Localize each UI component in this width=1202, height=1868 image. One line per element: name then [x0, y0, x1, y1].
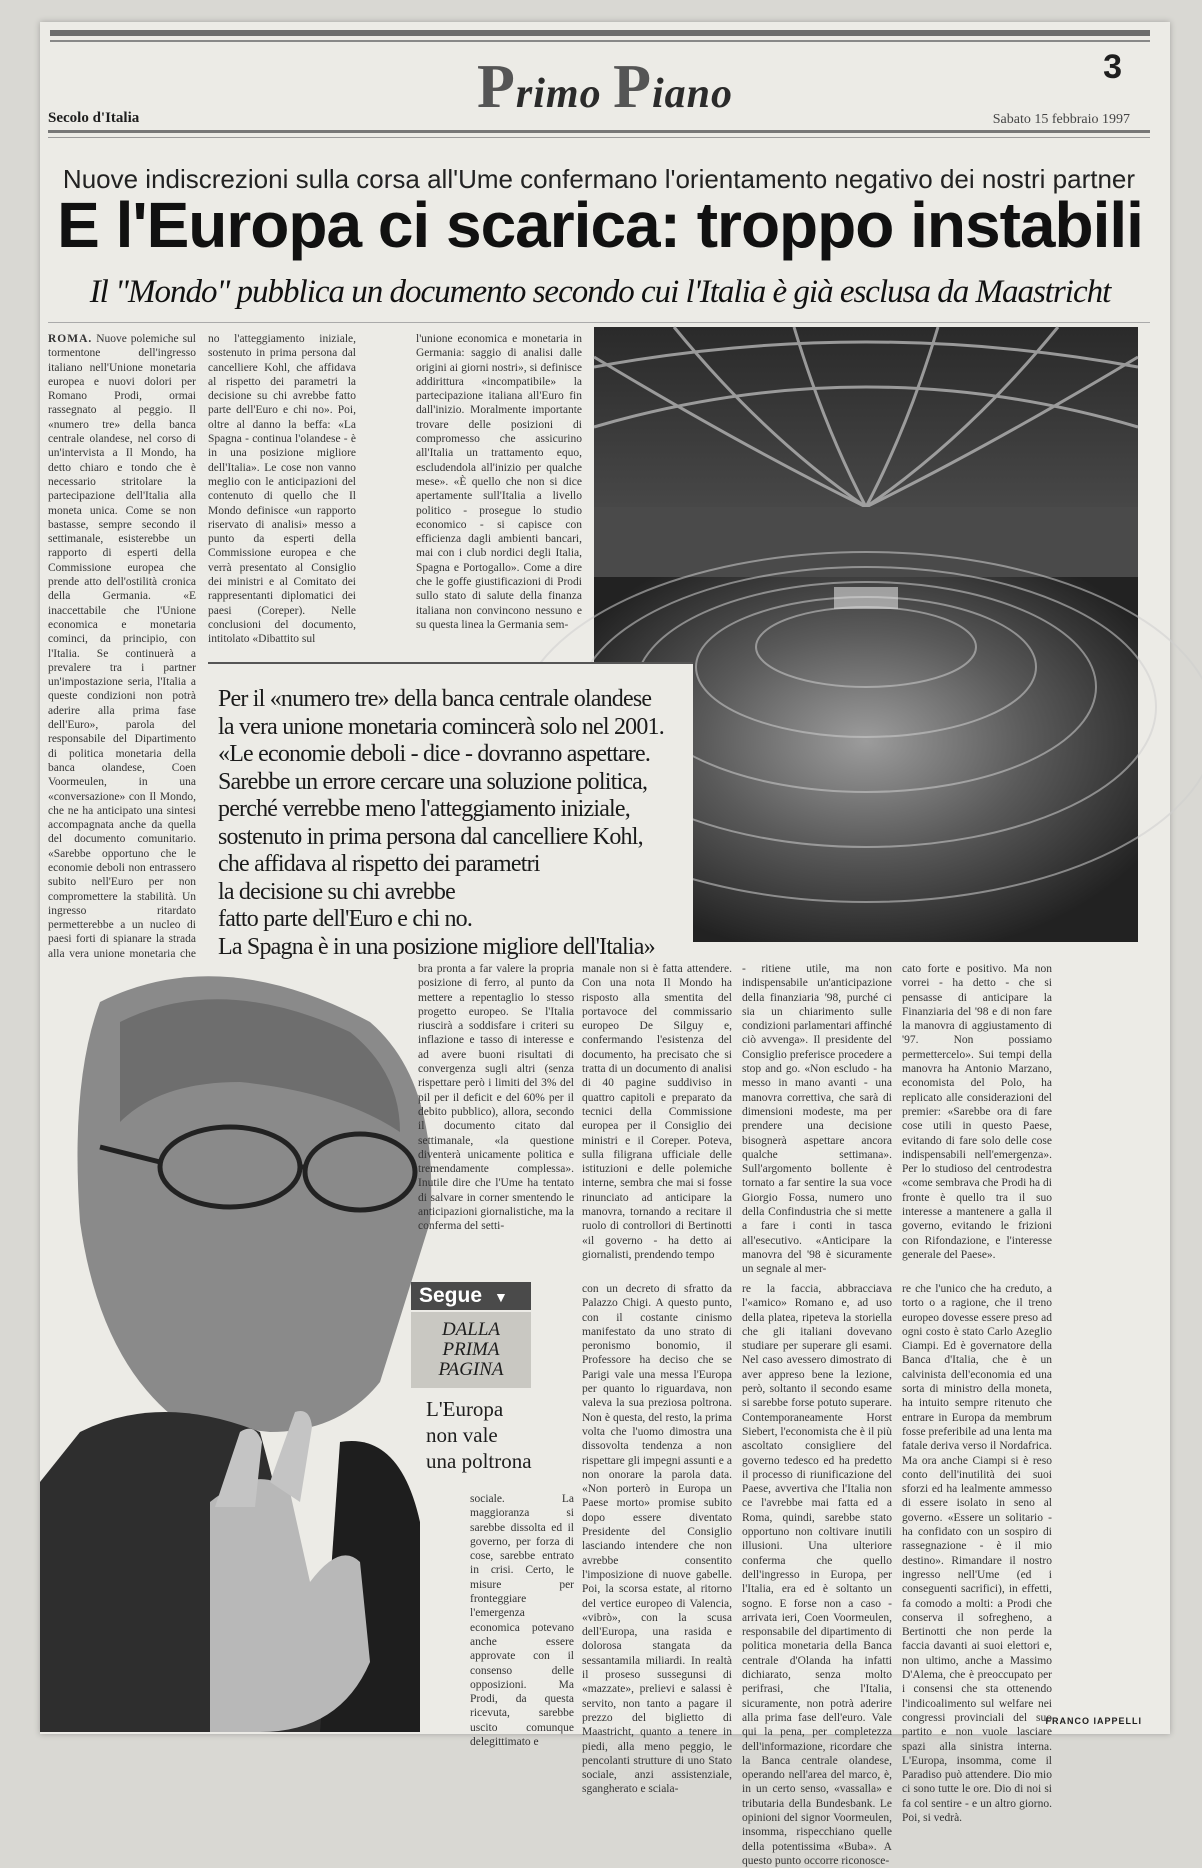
author-signature: FRANCO IAPPELLI [1045, 1716, 1142, 1726]
article-column-7-mid: cato forte e positivo. Ma non vorrei - ha detto - che si pensasse di anticipare la Finanziaria del '98 e di non fare la manovra di aggiustamento di '97. Non possiamo permettercelo». Sui tempi della manovra ha Antonio Marzano, economista del Polo, ha replicato alle considerazioni del premier: «Sarebbe ora di fare cose utili in questo Paese, evitando di fare solo delle cose indispensabili nell'emergenza». Per lo studioso del centrodestra «come sembrava che Prodi ha di fronte è quello tra il suo interesse a mantenere a galla il governo, evitando le frizioni con Rifondazione, e l'interesse generale del Paese». [902, 963, 1052, 1261]
paper-name: Secolo d'Italia [48, 110, 140, 126]
issue-date: Sabato 15 febbraio 1997 [992, 112, 1130, 127]
article-subhead: Il "Mondo" pubblica un documento secondo cui l'Italia è già esclusa da Maastricht [89, 274, 1111, 310]
article-dateline: ROMA. [48, 333, 93, 345]
page-number: 3 [1103, 48, 1122, 86]
top-rule [50, 30, 1150, 36]
second-article-column-3: re la faccia, abbracciava l'«amico» Romano e, ad uso della platea, ripeteva la storiella che gli italiani dovevano studiare per superare gli esami. Nel caso avessero dimostrato di aver appreso bene la lezione, però, soltanto il secondo esame si sarebbe forse potuto superare. Contemporaneamente Horst Siebert, l'economista che è il più ascoltato consigliere del governo tedesco ed ha predetto il processo di riunificazione del Paese, avvertiva che l'Italia non ce l'avrebbe mai fatta ed a Roma, quindi, sarebbe stato opportuno non coltivare inutili illusioni. Una ulteriore conferma che quello dell'ingresso in Europa, per l'Italia, era ed è soltanto un sogno. E forse non a caso - arrivata ieri, Coen Voormeulen, responsabile del dipartimento di politica monetaria della Banca centrale d'Olanda ha infatti dichiarato, senza molto perifrasi, che l'Italia, sicuramente, non potrà aderire alla prima fase dell'euro. Vale qui la pena, per completezza dell'informazione, ricordare che la Banca centrale olandese, operando nell'area del marco, è, in un certo senso, «vassalla» e tributaria della Bundesbank. Le opinioni del signor Voormeulen, insomma, rispecchiano quelle della potentissima «Buba». A questo punto occorre riconosce- [742, 1283, 892, 1867]
pull-quote-line: Sarebbe un errore cercare una soluzione politica, [218, 768, 648, 795]
pull-quote-line: La Spagna è in una posizione migliore dell'Italia» [218, 933, 655, 960]
second-article-column-2: con un decreto di sfratto da Palazzo Chigi. A questo punto, con il costante cinismo manifestato da uno strato di peronismo bonomio, il Professore ha deciso che se Parigi vale una messa l'Europa per quanto lo riguardava, non valeva la sua preziosa poltrona. Non è questa, del resto, la prima volta che l'uomo dimostra una dissovolta tendenza a non rispettare gli impegni assunti e a non onorare la parola data. «Non porterò in Europa un Paese morto» promise subito dopo essere diventato Presidente del Consiglio lasciando intendere che non avrebbe consentito l'imposizione di nuove gabelle. Poi, la scorsa estate, al ritorno del vertice europeo di Valencia, «vibrò», con la scusa dell'Europa, una rasida e dolorosa stangata da sessantamila miliardi. In realtà il proseso sussegunsi di «mazzate», prelievi e salassi è servito, non tanto a pagare il prezzo del biglietto di Maastricht, quanto a tenere in piedi, alla meno peggio, le pencolanti strutture di uno Stato sociale, anzi assistenziale, sgangherato e sciala- [582, 1283, 732, 1796]
pull-quote-line: Per il «numero tre» della banca centrale olandese [218, 686, 652, 712]
subhead-rule [48, 322, 1150, 323]
article-column-4-mid: bra pronta a far valere la propria posizione di ferro, al punto da mettere a repentaglio lo stesso progetto europeo. Se l'Italia riuscirà a soddisfare i criteri su inflazione e tasso di interesse e ad avere buoni risultati di convergenza sugli altri (senza rispettare però i limiti del 3% del pil per il deficit e del 60% per il debito pubblico), allora, secondo il documento citato dal settimanale, «la questione diventerà unicamente politica e tremendamente complessa». Inutile dire che l'Ume ha tentato di salvare in corner smentendo le anticipazioni giornalistiche, ma la conferma del setti- [418, 963, 574, 1233]
pull-quote [208, 662, 693, 960]
article-column-2: no l'atteggiamento iniziale, sostenuto in prima persona dal cancelliere Kohl, che affidava al rispetto dei parametri la decisione su chi avrebbe fatto parte dell'Euro e chi no». Poi, oltre al danno la beffa: «La Spagna - continua l'olandese - è in una posizione migliore dell'Italia». Le cose non vanno meglio con le anticipazioni del contenuto di quello che Il Mondo definisce «un rapporto riservato di analisi» messo a punto da esperti della Commissione europea e che verrà presentato al Consiglio dei ministri e al Comitato dei rappresentanti diplomatici dei paesi (Coreper). Nelle conclusioni del documento, intitolato «Dibattito sul [208, 333, 356, 646]
newspaper-page [40, 22, 1170, 1867]
second-article-column-1: sociale. La maggioranza si sarebbe dissolta ed il governo, per forza di cose, sarebbe entrato in crisi. Certo, le misure per fronteggiare l'emergenza economica potevano anche essere approvate con il consenso delle opposizioni. Ma Prodi, da questa ricevuta, sarebbe uscito comunque delegittimato e [470, 1493, 574, 1749]
pull-quote-line: perché verrebbe meno l'atteggiamento iniziale, [218, 796, 630, 822]
dalla-prima-pagina-box: DALLA PRIMA PAGINA [411, 1312, 531, 1388]
article-column-6-mid: - ritiene utile, ma non indispensabile un'anticipazione della finanziaria '98, purché ci sia un chiarimento sulle condizioni parlamentari affinché ciò avvenga». Il presidente del Consiglio preferisce procedere a stop and go. «Non escludo - ha messo in mano avanti - una manovra correttiva, che sarà di dimensioni modeste, ma per prendere una decisione bisognerà aspettare ancora qualche settimana». Sull'argomento bollente è tornato a far sentire la sua voce Giorgio Fossa, numero uno della Confindustria che si mette a fare i conti in tasca all'esecutivo. «Anticipare la manovra del '98 è sicuramente un segnale al mer- [742, 963, 892, 1276]
article-column-1 [48, 332, 196, 972]
second-article-column-4: re che l'unico che ha creduto, a torto o a ragione, che il treno europeo dovesse essere preso ad ogni costo è stato Carlo Azeglio Ciampi. Ed è governatore della Banca d'Italia, che è un calvinista dell'economia ed una sorta di ministro della moneta, ha intuito sempre ritenuto che entrare in Europa da membrum fosse preferibile ad una lenta ma fatale deriva verso il Nordafrica. Ma ora anche Ciampi si è reso conto dell'inutilità dei suoi sforzi ed ha lealmente ammesso di essere isolato in seno al governo. «Essere un solitario - ha confidato con un sospiro di rassegnazione - è il mio destino». Rimandare il nostro ingresso nell'Ume (ed i conseguenti sacrifici), in effetti, fa comodo a molti: a Prodi che conserva il sofregheno, a Bertinotti che non perde la faccia davanti ai suoi elettori e, non ultimo, anche a Massimo D'Alema, che è preoccupato per i consensi che sta ottenendo l'indicoalimento sul welfare nei congressi provinciali del suo partito e non vuole lasciare spazi alla sinistra interna. L'Europa, insomma, come il Paradiso può attendere. Dio mio ci sono tutte le ore. Dio di noi si fa col sentire - e un altro giorno. Poi, si vedrà. [902, 1283, 1052, 1824]
top-rule-thin [50, 40, 1150, 42]
triangle-down-icon: ▼ [494, 1289, 508, 1305]
section-rule-thin [48, 137, 1150, 138]
article-column-3: l'unione economica e monetaria in Germania: saggio di analisi dalle origini ai giorni nostri», si definisce addirittura «incompatibile» la partecipazione italiana all'Euro fin dall'inizio. Moralmente importante trovare delle posizioni di compromesso che assicurino all'Italia un trattamento equo, escludendola all'inizio per qualche mese». «È quello che non si dice apertamente sull'Italia a livello politico - prosegue lo studio economico - si capisce con efficienza dagli ambienti bancari, mai con i club nordici degli Italia, Spagna e Portogallo». Come a dire che le goffe giustificazioni di Prodi sullo stato di salute della finanza italiana non convincono nessuno e su questa linea la Germania sem- [416, 333, 582, 631]
article-column-5-mid: manale non si è fatta attendere. Con una nota Il Mondo ha risposto alla smentita del portavoce del commissario europeo De Silguy e, confermando l'esistenza del documento, ha precisato che si tratta di un documento di analisi di 40 pagine suddiviso in quattro capitoli e preparato da tecnici della Commissione europea per il Consiglio dei ministri e il Coreper. Poteva, sulla filigrana ufficiale delle istituzioni e delle polemiche interne, sembra che mai si fosse rinunciato ad anticipare la manovra, tornando a recitare il ruolo di controllori di Bertinotti «il governo - ha detto ai giornalisti, prendendo tempo [582, 963, 732, 1261]
section-masthead: Primo Piano [477, 53, 733, 121]
pull-quote-line: fatto parte dell'Euro e chi no. [218, 906, 473, 932]
section-rule [48, 130, 1150, 133]
article-column-1-text: Nuove polemiche sul tormentone dell'ingresso italiano nell'Unione monetaria europea e nuovi dolori per Romano Prodi, ormai rassegnato al peggio. Il «numero tre» della banca centrale olandese, nel corso di un'intervista a Il Mondo, ha detto chiaro e tondo che è necessario stritolare la partecipazione dell'Italia alla moneta unica. Come se non bastasse, sempre secondo il settimanale, esisterebbe un rapporto di esperti della Commissione europea che prende atto dell'ostilità cronica della Germania. «E inaccettabile che l'Unione economica e monetaria cominci, da principio, con l'Italia. Se continuerà a prevalere tra i partner un'impostazione seria, l'Italia a queste condizioni non potrà aderire alla prima fase dell'Euro», parola del responsabile del Dipartimento di politica monetaria della banca olandese, Coen Voormeulen, in una «conversazione» con Il Mondo, che ne ha anticipato una sintesi accompagnata anche da quella del documento comunitario. «Sarebbe opportuno che le economie deboli non entrassero subito nell'Euro per non compromettere la stabilità. Un ingresso ritardato permetterebbe a un nucleo di paesi forti di spianare la strada alla vera unione monetaria che [48, 333, 196, 960]
segue-label: Segue ▼ [411, 1282, 531, 1310]
article-headline: E l'Europa ci scarica: troppo instabili [57, 189, 1143, 261]
pull-quote-line: sostenuto in prima persona dal cancelliere Kohl, [218, 823, 643, 850]
pull-quote-line: la vera unione monetaria comincerà solo nel 2001. [218, 713, 664, 740]
second-article-title: L'Europa non vale una poltrona [426, 1397, 532, 1473]
pull-quote-line: «Le economie deboli - dice - dovranno aspettare. [218, 741, 651, 767]
pull-quote-line: la decisione su chi avrebbe [218, 878, 455, 905]
pull-quote-line: che affidava al rispetto dei parametri [218, 851, 540, 877]
article-kicker: Nuove indiscrezioni sulla corsa all'Ume confermano l'orientamento negativo dei nostri partner [62, 164, 1136, 194]
